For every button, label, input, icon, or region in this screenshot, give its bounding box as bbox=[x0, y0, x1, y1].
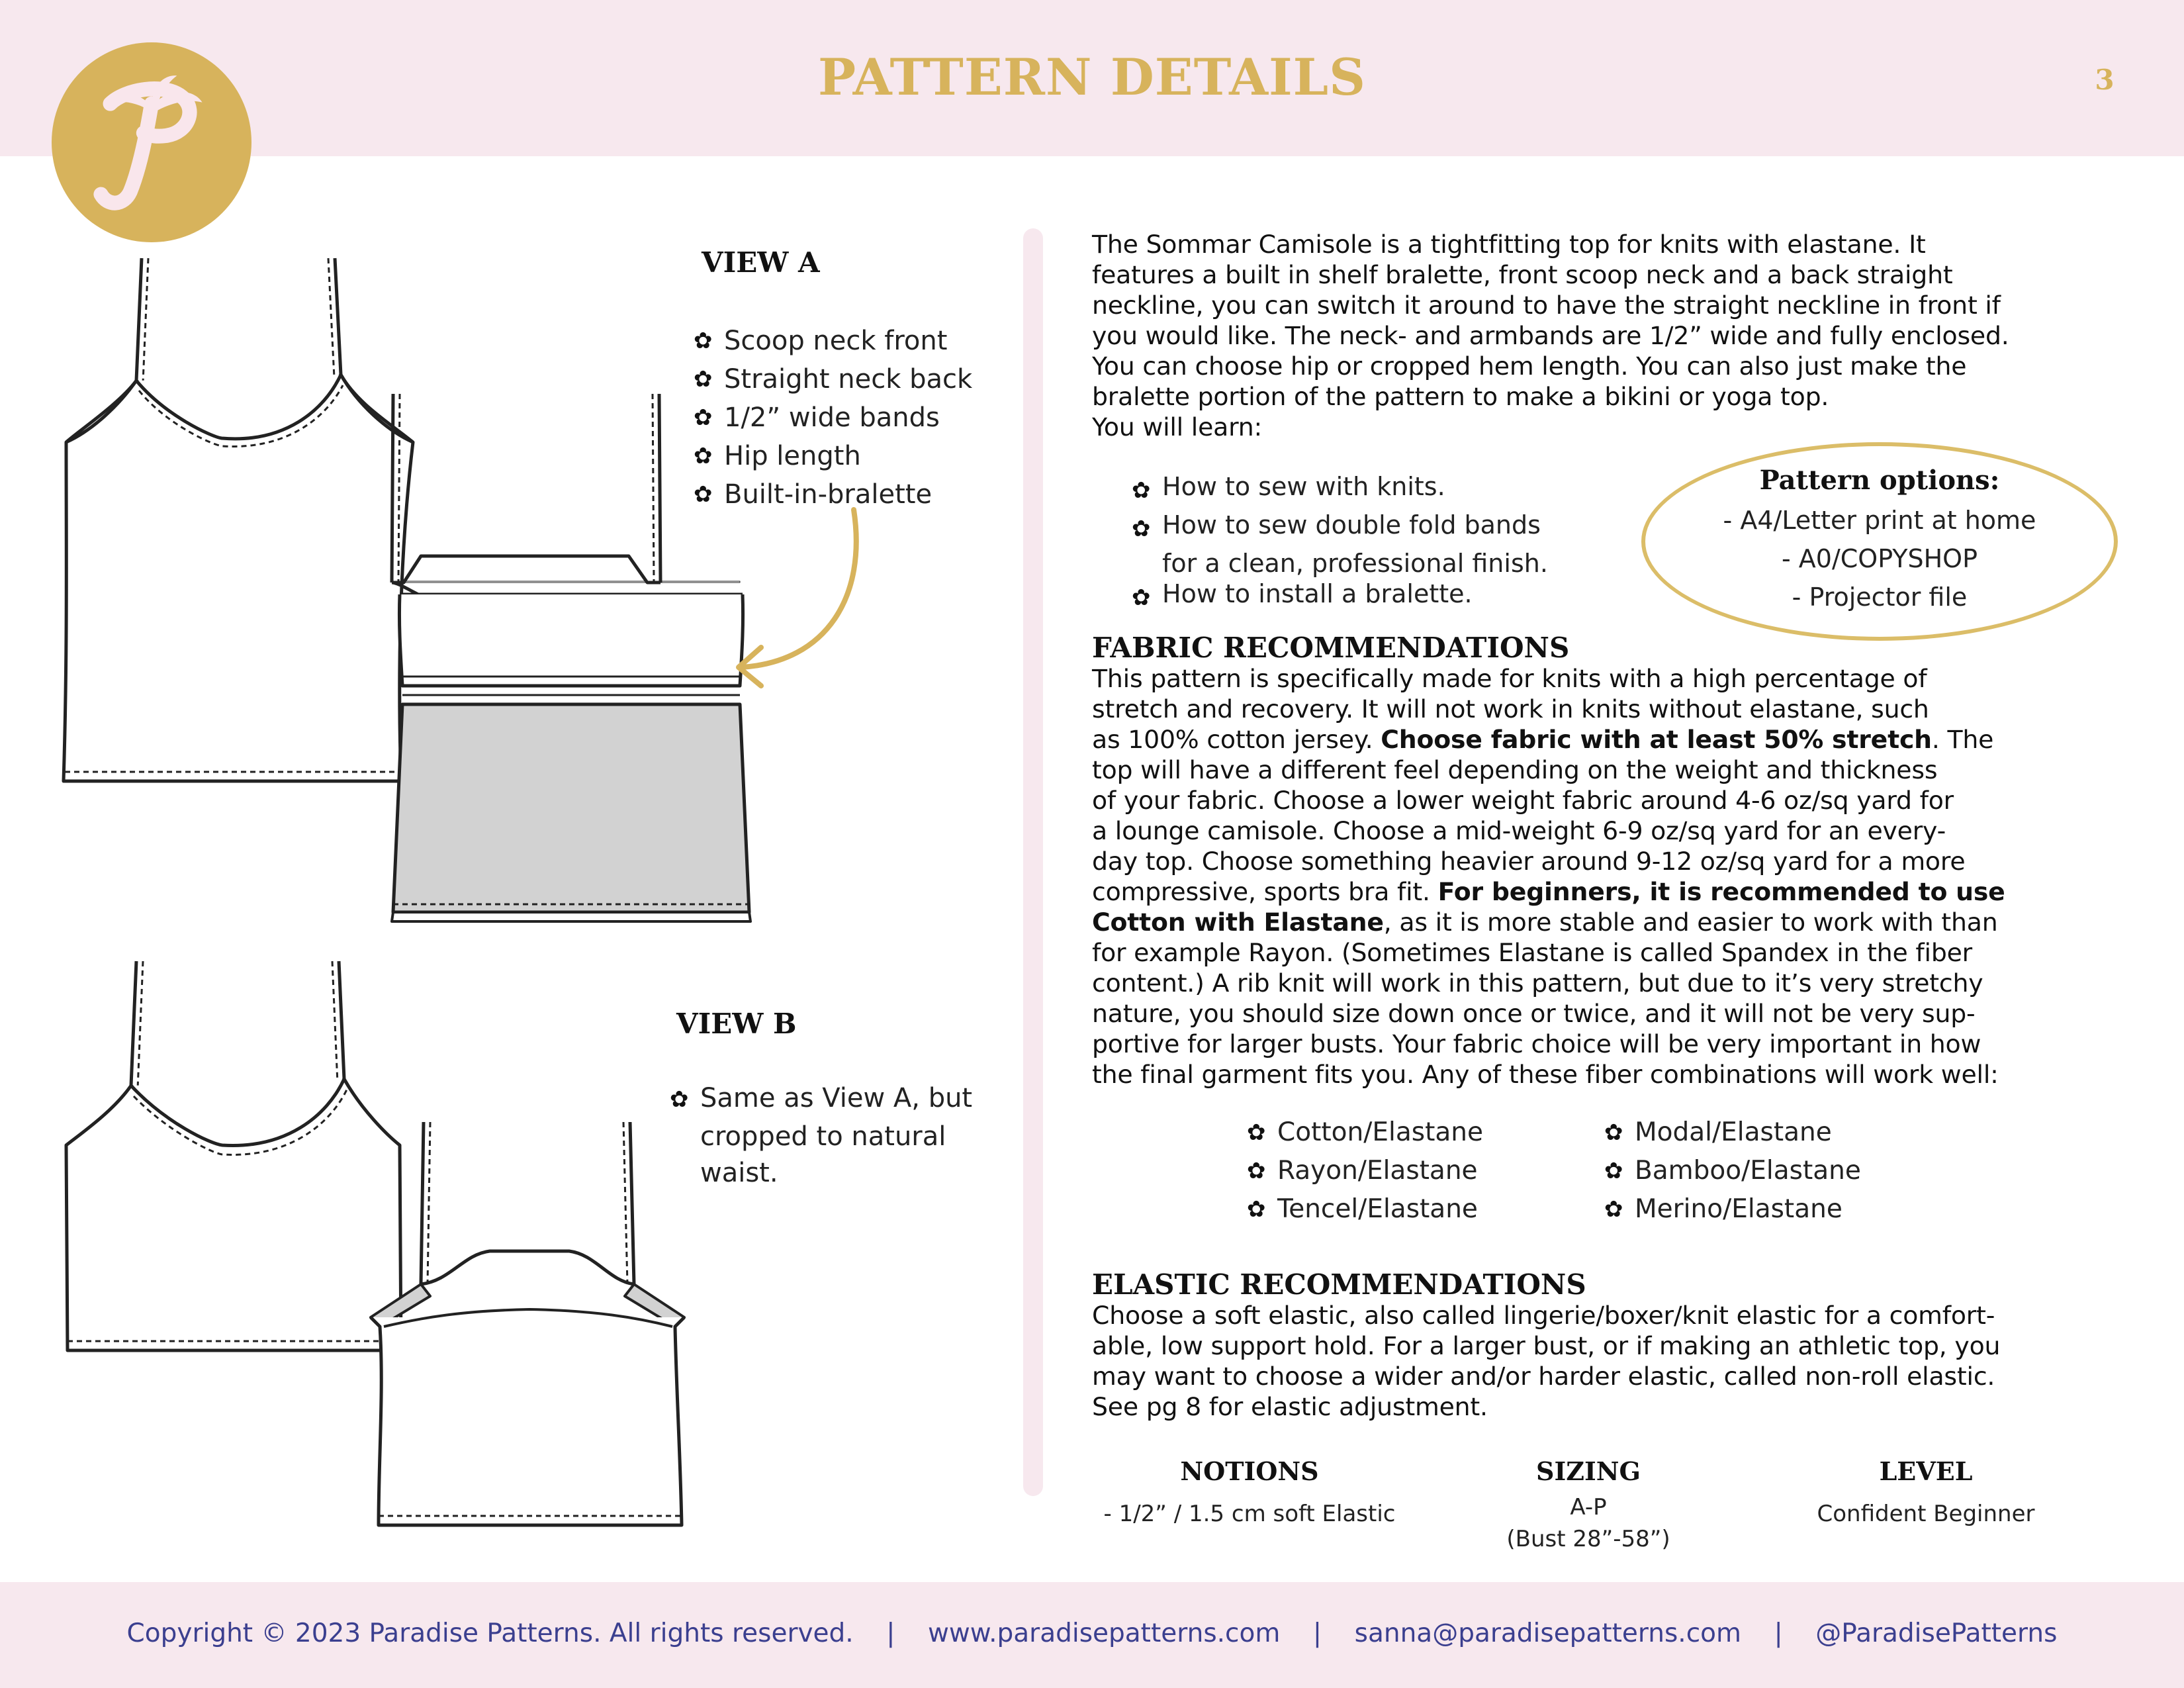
list-item: ✿ Rayon/Elastane bbox=[1247, 1152, 1483, 1190]
pattern-options-title: Pattern options: bbox=[1759, 465, 2000, 496]
list-item: for a clean, professional finish. bbox=[1162, 549, 1548, 578]
arrow-icon bbox=[741, 510, 856, 667]
fabric-heading: FABRIC RECOMMENDATIONS bbox=[1092, 632, 1570, 664]
flower-icon: ✿ bbox=[1247, 1196, 1266, 1223]
list-item: ✿ Modal/Elastane bbox=[1604, 1113, 1861, 1152]
notions-value: - 1/2” / 1.5 cm soft Elastic bbox=[1103, 1501, 1396, 1527]
camisole-illustrations bbox=[0, 0, 1019, 1575]
list-item: ✿ Cotton/Elastane bbox=[1247, 1113, 1483, 1152]
notions-heading: NOTIONS bbox=[1180, 1456, 1319, 1486]
flower-icon: ✿ bbox=[1247, 1158, 1266, 1184]
list-item: ✿ How to sew double fold bands bbox=[1132, 510, 1548, 548]
flower-icon: ✿ bbox=[1604, 1158, 1623, 1184]
list-item: ✿ How to install a bralette. bbox=[1132, 579, 1548, 617]
sizing-heading: SIZING bbox=[1536, 1456, 1641, 1486]
level-value: Confident Beginner bbox=[1817, 1501, 2035, 1527]
view-b-back-drawing bbox=[371, 1122, 684, 1525]
flower-icon: ✿ bbox=[694, 443, 713, 469]
sizing-bust-range: (Bust 28”-58”) bbox=[1506, 1526, 1670, 1552]
flower-icon: ✿ bbox=[694, 366, 713, 393]
list-item: ✿ Bamboo/Elastane bbox=[1604, 1152, 1861, 1190]
list-item: ✿ Built-in-bralette bbox=[694, 475, 972, 514]
flower-icon: ✿ bbox=[1604, 1196, 1623, 1223]
list-item: ✿ Scoop neck front bbox=[694, 322, 972, 360]
flower-icon: ✿ bbox=[1132, 516, 1151, 542]
list-item: ✿ Merino/Elastane bbox=[1604, 1190, 1861, 1229]
pattern-option: - Projector file bbox=[1792, 583, 1968, 612]
elastic-paragraph: Choose a soft elastic, also called lingerie/boxer/knit elastic for a comfort- able, low support hold. For a larger bust, or if making an athletic top, you may want to choose a wider and/or harder elastic, called non-roll elastic. See pg 8 for elastic adjustment. bbox=[1092, 1301, 2001, 1421]
intro-paragraph: The Sommar Camisole is a tightfitting top for knits with elastane. It features a built in shelf bralette, front scoop neck and a back straight neckline, you can switch it around to have the straight neckline in front if you would like. The neck- and armbands are 1/2” wide and fully enclosed. You can choose hip or cropped hem length. You can also just make the bralette portion of the pattern to make a bikini or yoga top. You will learn: bbox=[1092, 230, 2009, 442]
list-item: ✿ How to sew with knits. bbox=[1132, 471, 1548, 510]
view-b-heading: VIEW B bbox=[676, 1008, 797, 1040]
footer-copyright: Copyright © 2023 Paradise Patterns. All rights reserved. | www.paradisepatterns.com | sanna@paradisepatterns.com | @ParadisePatterns bbox=[126, 1618, 2058, 1648]
learn-list bbox=[1132, 471, 1548, 617]
pattern-option: - A0/COPYSHOP bbox=[1781, 544, 1978, 573]
view-b-front-drawing bbox=[66, 961, 401, 1350]
fiber-list-right bbox=[1604, 1113, 1861, 1229]
fabric-paragraph: This pattern is specifically made for knits with a high percentage of stretch and recovery. It will not work in knits without elastane, such as 100% cotton jersey. Choose fabric with at least 50% stretch. The top will have a different feel depending on the weight and thickness of your fabric. Choose a lower weight fabric around 4-6 oz/sq yard for a lounge camisole. Choose a mid-weight 6-9 oz/sq yard for an every- day top. Choose something heavier around 9-12 oz/sq yard for a more compressive, sports bra fit. For beginners, it is recommended to use Cotton with Elastane, as it is more stable and easier to work with than for example Rayon. (Sometimes Elastane is called Spandex in the fiber content.) A rib knit will work in this pattern, but due to it’s very stretchy nature, you should size down once or twice, and it will not be very sup- portive for larger busts. Your fabric choice will be very important in how the final garment fits you. Any of these fiber combinations will work well: bbox=[1092, 664, 2005, 1089]
sizing-value: A-P bbox=[1570, 1494, 1607, 1521]
flower-icon: ✿ bbox=[694, 481, 713, 508]
flower-icon: ✿ bbox=[1247, 1119, 1266, 1146]
list-item: ✿ 1/2” wide bands bbox=[694, 399, 972, 437]
page-number: 3 bbox=[2095, 64, 2115, 96]
flower-icon: ✿ bbox=[694, 404, 713, 431]
flower-icon: ✿ bbox=[1132, 585, 1151, 611]
list-item: ✿ Hip length bbox=[694, 437, 972, 475]
list-item: ✿ Straight neck back bbox=[694, 360, 972, 399]
flower-icon: ✿ bbox=[694, 328, 713, 354]
list-item: ✿ Tencel/Elastane bbox=[1247, 1190, 1483, 1229]
pattern-option: - A4/Letter print at home bbox=[1723, 506, 2036, 535]
flower-icon: ✿ bbox=[670, 1086, 689, 1113]
column-divider bbox=[1023, 228, 1043, 1496]
view-a-front-drawing bbox=[64, 258, 413, 781]
elastic-heading: ELASTIC RECOMMENDATIONS bbox=[1092, 1268, 1586, 1301]
flower-icon: ✿ bbox=[1604, 1119, 1623, 1146]
fiber-list-left bbox=[1247, 1113, 1483, 1229]
level-heading: LEVEL bbox=[1879, 1456, 1973, 1486]
view-a-heading: VIEW A bbox=[702, 246, 820, 279]
page-title: PATTERN DETAILS bbox=[818, 48, 1366, 107]
flower-icon: ✿ bbox=[1132, 477, 1151, 504]
view-b-feature: ✿ Same as View A, but cropped to natural waist. bbox=[670, 1080, 972, 1192]
view-a-feature-list bbox=[694, 322, 972, 514]
